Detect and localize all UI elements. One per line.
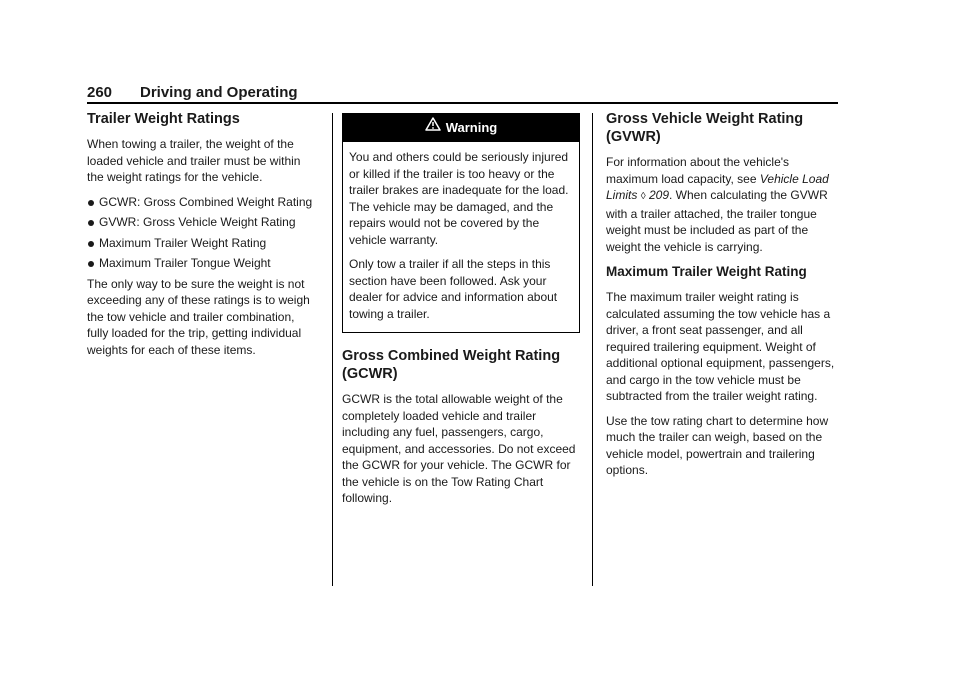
trailer-weight-ratings-heading: Trailer Weight Ratings <box>87 111 240 127</box>
closing-paragraph: The only way to be sure the weight is not exceeding any of these ratings is to weigh the tow vehicle and trailer combination, fully loaded for the trip, getting individual weights for each of these items. <box>87 276 310 357</box>
bullet-icon <box>88 200 94 206</box>
page-ref-icon: ◊ <box>640 191 646 202</box>
vehicle-load-limits-link[interactable]: Vehicle Load Limits <box>606 171 829 202</box>
header-rule <box>87 102 838 104</box>
bullet-icon <box>88 241 94 247</box>
warning-title: Warning <box>445 120 498 135</box>
warning-body <box>343 142 579 332</box>
column-1 <box>87 110 319 366</box>
ratings-list <box>87 194 319 272</box>
page-number: 260 <box>87 84 113 101</box>
column-3 <box>606 110 838 487</box>
section-title: Driving and Operating <box>140 84 298 101</box>
column-divider-1 <box>332 113 333 586</box>
gvwr-paragraph: For information about the vehicle's maximum load capacity, see Vehicle Load Limits ◊ 209. When calculating the GVWR with a trailer attached, the trailer tongue weight must be included as part of the weight the vehicle is carrying. <box>606 155 829 254</box>
gvwr-heading: Gross Vehicle Weight Rating (GVWR) <box>606 111 804 145</box>
gcwr-paragraph: GCWR is the total allowable weight of the completely loaded vehicle and trailer including any fuel, passengers, cargo, equipment, and accessories. Do not exceed the GCWR for your vehicle. The GCWR for the vehicle is on the Tow Rating Chart following. <box>342 392 576 505</box>
list-item: GVWR: Gross Vehicle Weight Rating <box>87 214 319 231</box>
bullet-icon <box>88 261 94 267</box>
mtwr-heading: Maximum Trailer Weight Rating <box>606 264 807 279</box>
list-item: GCWR: Gross Combined Weight Rating <box>87 194 319 211</box>
warning-header <box>343 114 579 142</box>
warning-box <box>342 113 580 333</box>
mtwr-paragraph-1: The maximum trailer weight rating is calculated assuming the tow vehicle has a driver, a front seat passenger, and all required trailering equipment. Weight of additional optional equipment, passengers, and cargo in the tow vehicle must be subtracted from the trailer weight rating. <box>606 290 835 403</box>
page-reference[interactable]: 209 <box>648 188 670 202</box>
mtwr-paragraph-2: Use the tow rating chart to determine how much the trailer can weigh, based on the vehicle model, powertrain and trailering options. <box>606 413 829 477</box>
bullet-icon <box>88 220 94 226</box>
column-2 <box>342 113 580 515</box>
warning-paragraph-1: You and others could be seriously injured or killed if the trailer is too heavy or the trailer brakes are inadequate for the load. The vehicle may be damaged, and the repairs would not be covered by the vehicle warranty. <box>349 150 569 247</box>
warning-paragraph-2: Only tow a trailer if all the steps in this section have been followed. Ask your dealer for advice and information about towing a trailer. <box>349 257 558 321</box>
list-item: Maximum Trailer Weight Rating <box>87 235 319 252</box>
column-divider-2 <box>592 113 593 586</box>
list-item: Maximum Trailer Tongue Weight <box>87 255 319 272</box>
gcwr-heading: Gross Combined Weight Rating (GCWR) <box>342 348 561 382</box>
intro-paragraph: When towing a trailer, the weight of the loaded vehicle and trailer must be within the weight ratings for the vehicle. <box>87 137 301 184</box>
warning-triangle-icon <box>425 113 441 141</box>
